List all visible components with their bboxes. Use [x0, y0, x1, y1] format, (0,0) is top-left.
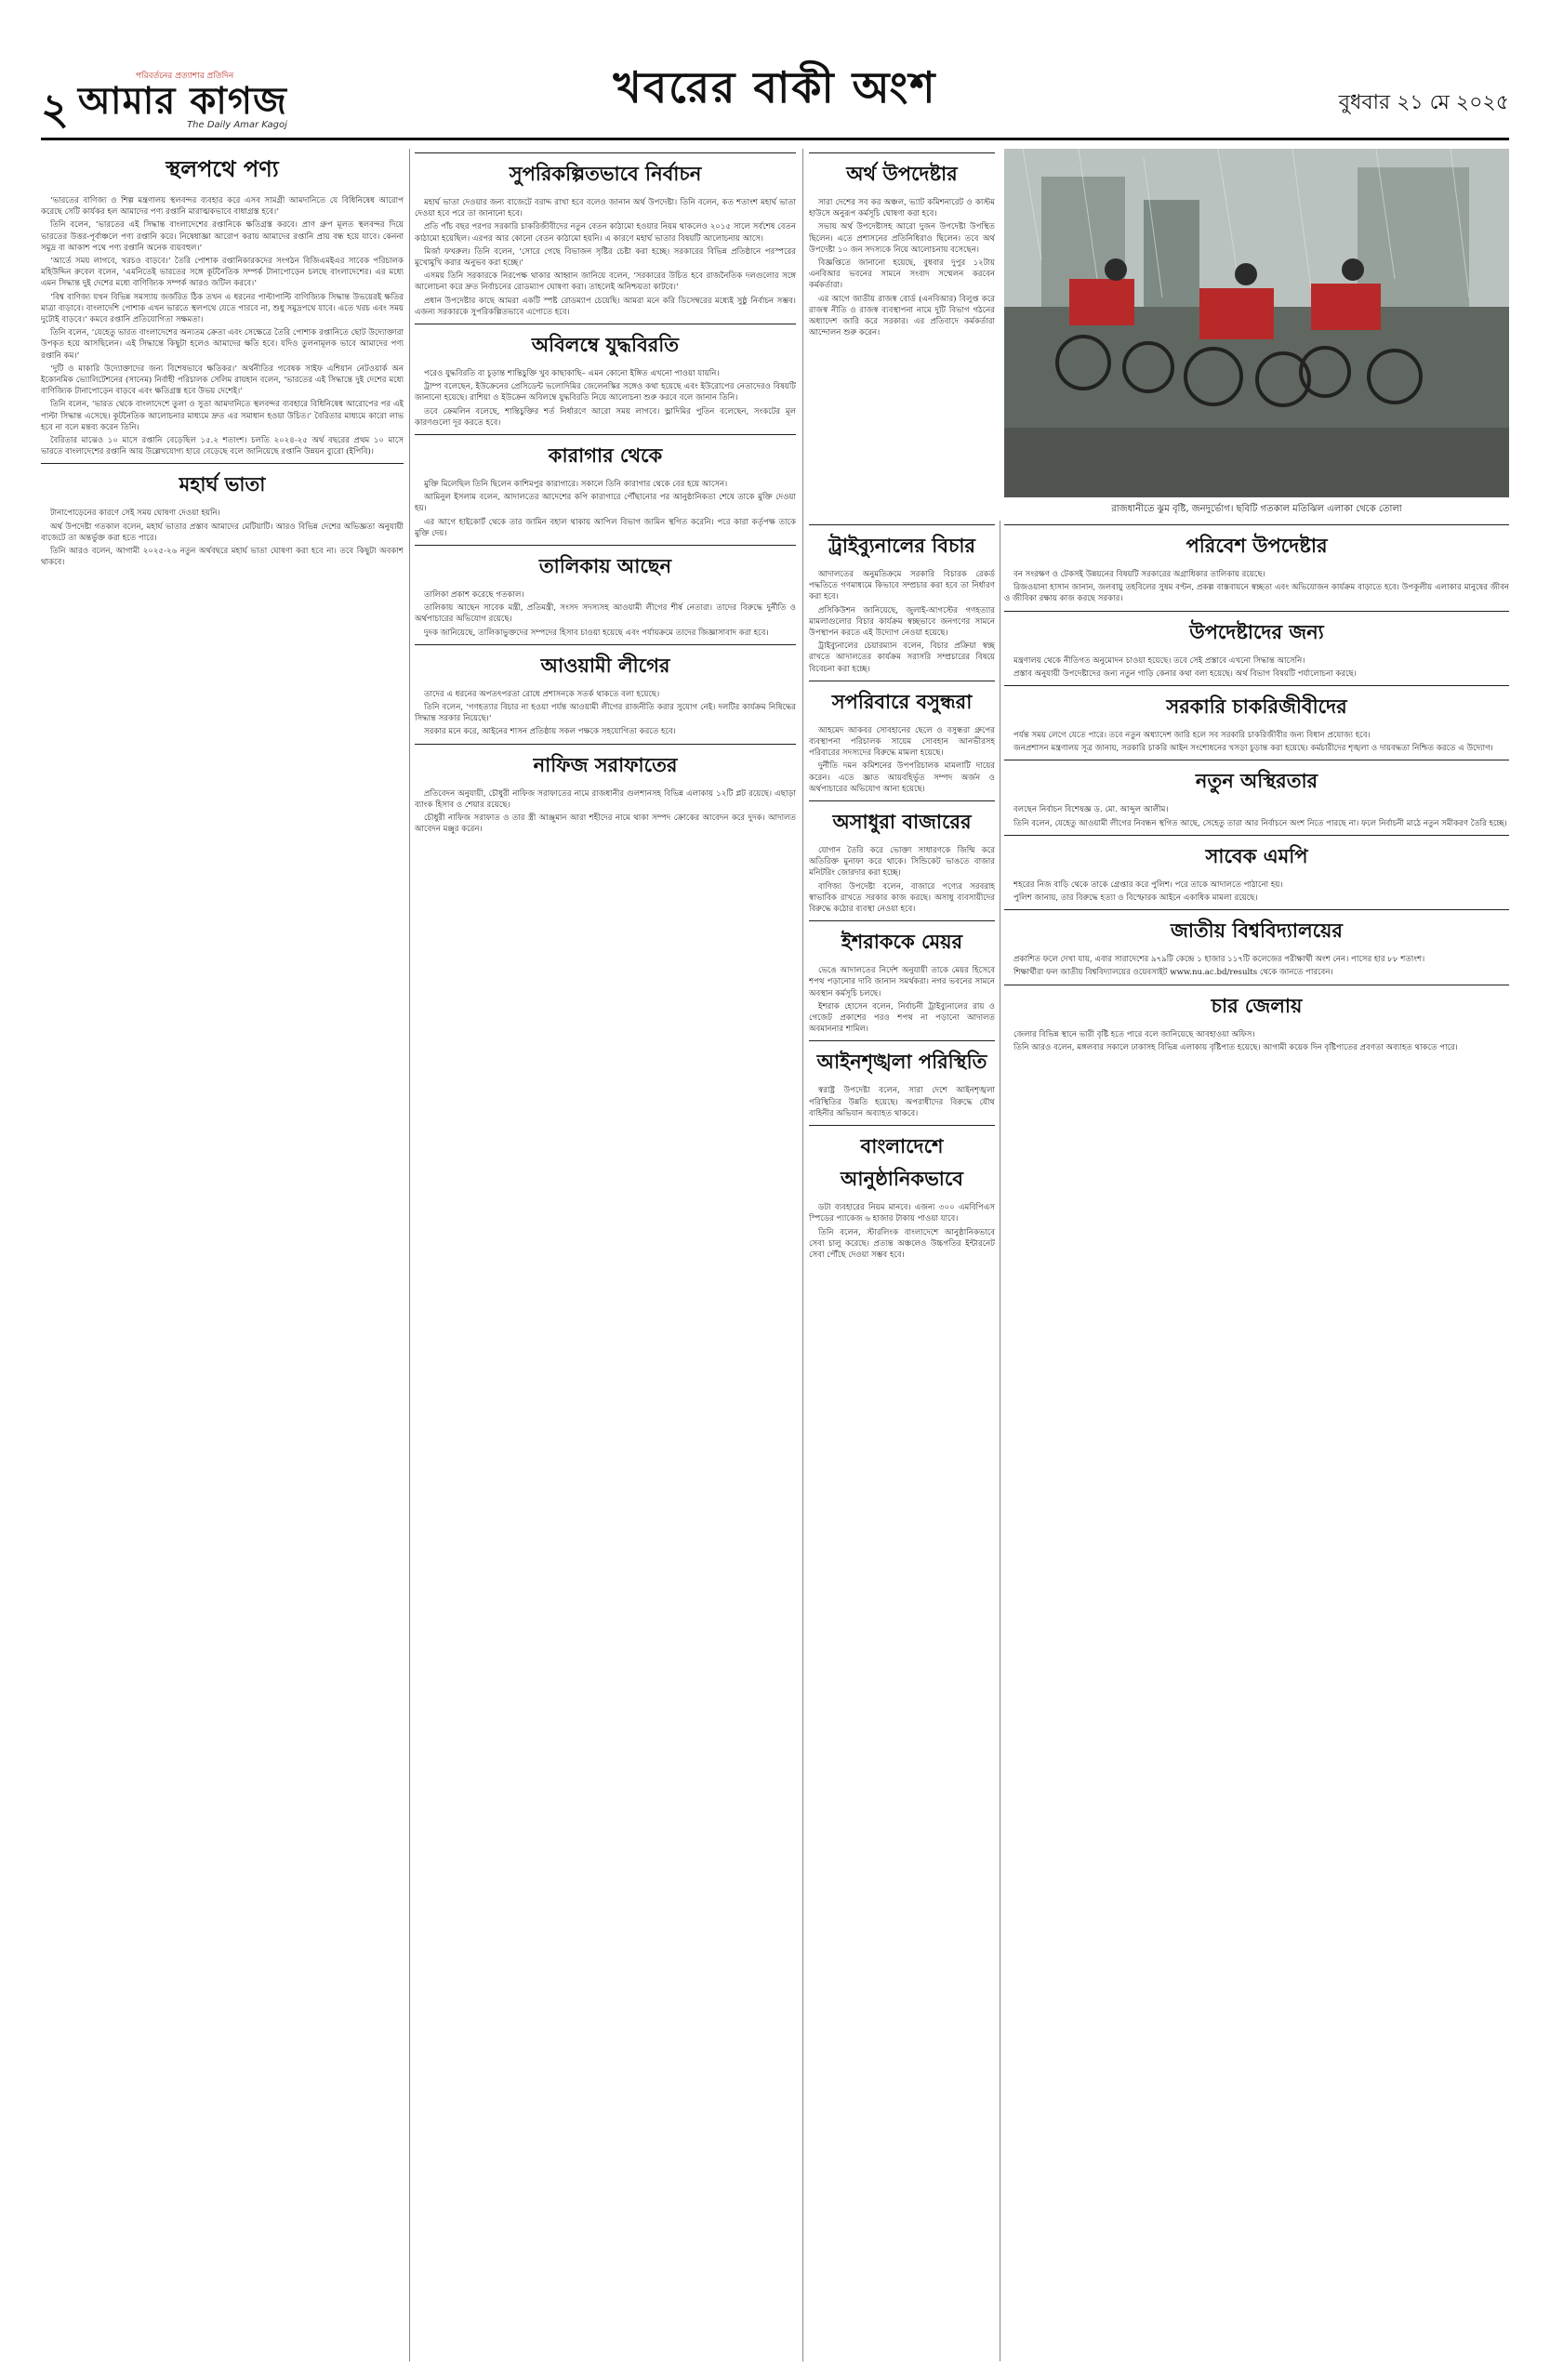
story-paragraph: মন্ত্রণালয় থেকে নীতিগত অনুমোদন চাওয়া হয়েছে। তবে সেই প্রস্তাবে এখনো সিদ্ধান্ত আসেনি। — [1013, 655, 1305, 666]
story-headline: অর্থ উপদেষ্টার — [809, 152, 995, 192]
story-body — [415, 368, 796, 429]
story-body — [415, 197, 796, 318]
story-paragraph: বৈরিতার মাঝেও ১০ মাসে রপ্তানি বেড়েছিল ১৫.২ শতাংশ। চলতি ২০২৪-২৫ অর্থ বছরের প্রথম ১০ মাসে ভারতে বাংলাদেশের রপ্তানি আয় উল্লেখযোগ্য হারে বেড়েছে বলে জানিয়েছে রপ্তানি উন্নয়ন ব্যুরো (ইপিবি)। — [41, 436, 404, 457]
story-body — [809, 965, 995, 1035]
story-body — [809, 845, 995, 915]
photo-caption: রাজধানীতে ঝুম বৃষ্টি, জনদুর্ভোগ। ছবিটি গতকাল মতিঝিল এলাকা থেকে তোলা — [1111, 504, 1402, 514]
story-paragraph: চৌধুরী নাফিজ সরাফাত ও তার স্ত্রী আঞ্জুমান আরা শহীদের নামে থাকা সম্পদ ক্রোকের আবেদন করে দুদক। আদালত আবেদন মঞ্জুর করেন। — [415, 813, 796, 835]
story-headline: কারাগার থেকে — [415, 434, 796, 473]
story-body — [809, 1085, 995, 1119]
issue-date: বুধবার ২১ মে ২০২৫ — [1338, 91, 1509, 114]
column-2 — [415, 149, 796, 2361]
story-paragraph: অর্থ উপদেষ্টা গতকাল বলেন, মহার্ঘ ভাতার প্রস্তাব আমাদের মেটিয়াটি। আরও বিভিন্ন দেশের অভিজ্ঞতা অনুযায়ী বাজেটে তা অন্তর্ভুক্ত করা হতে পারে। — [41, 522, 404, 543]
story-paragraph: রিজওয়ানা হাসান জানান, জলবায়ু তহবিলের সুষম বণ্টন, প্রকল্প বাস্তবায়নে স্বচ্ছতা এবং অভিযোজন কার্যক্রম বাড়াতে হবে। উপকূলীয় এলাকার মানুষের জীবন ও জীবিকা রক্ষায় কাজ করছে সরকার। — [1004, 583, 1509, 604]
story-body — [809, 197, 995, 338]
story-paragraph: প্রতিবেদন অনুযায়ী, চৌধুরী নাফিজ সরাফাতের নামে রাজধানীর গুলশানসহ বিভিন্ন এলাকায় ১২টি প্লট রয়েছে। এছাড়া ব্যাংক হিসাব ও শেয়ার রয়েছে। — [415, 788, 796, 810]
story-headline: সপরিবারে বসুন্ধরা — [809, 681, 995, 720]
story-body — [1004, 569, 1509, 605]
story-body — [1004, 954, 1509, 978]
story-paragraph: জনপ্রশাসন মন্ত্রণালয় সূত্র জানায়, সরকারি চাকরি আইন সংশোধনের খসড়া চূড়ান্ত করা হয়েছে। কর্মচারীদের শৃঙ্খলা ও দায়বদ্ধতা নিশ্চিত করতে এ উদ্যোগ। — [1013, 744, 1493, 754]
story-headline: চার জেলায় — [1004, 985, 1509, 1024]
story — [1004, 685, 1509, 754]
story-paragraph: ‘ভারতের বাণিজ্য ও শিল্প মন্ত্রণালয় স্থলবন্দর ব্যবহার করে এসব সামগ্রী আমদানিতে যে বিধিনিষেধ আরোপ করেছে সেটি কার্যকর হল আমাদের পণ্য রপ্তানি মারাত্মকভাবে বাধাগ্রস্ত হবে।’ — [41, 196, 404, 218]
story-headline: সরকারি চাকরিজীবীদের — [1004, 685, 1509, 724]
story-paragraph: ট্রাইব্যুনালের চেয়ারম্যান বলেন, বিচার প্রক্রিয়া স্বচ্ছ রাখতে আদালতের কার্যক্রম সরাসরি সম্প্রচারের বিষয়ে বিবেচনা করা হচ্ছে। — [809, 641, 995, 674]
story-paragraph: ভেঙে আদালতের নির্দেশ অনুযায়ী তাকে মেয়র হিসেবে শপথ পড়ানোর দাবি জানান সমর্থকরা। নগর ভবনের সামনে অবস্থান কর্মসূচি চলছে। — [809, 966, 995, 998]
story-paragraph: এর আগে জাতীয় রাজস্ব বোর্ড (এনবিআর) বিলুপ্ত করে রাজস্ব নীতি ও রাজস্ব ব্যবস্থাপনা নামে দুটি বিভাগ গঠনের অধ্যাদেশ জারি করে সরকার। এর প্রতিবাদে কর্মকর্তারা আন্দোলন শুরু করেন। — [809, 294, 995, 338]
story-paragraph: তাদের এ ধরনের অপতৎপরতা রোধে প্রশাসনকে সতর্ক থাকতে বলা হয়েছে। — [424, 689, 660, 699]
story-paragraph: তিনি বলেন, যেহেতু আওয়ামী লীগের নিবন্ধন স্থগিত আছে, সেহেতু তারা আর নির্বাচনে অংশ নিতে পারছে না। ফলে নির্বাচনী মাঠে নতুন সমীকরণ তৈরি হচ্ছে। — [1013, 818, 1507, 828]
story — [1004, 835, 1509, 904]
story-paragraph: প্রধান উপদেষ্টার কাছে আমরা একটি স্পষ্ট রোডম্যাপ চেয়েছি। আমরা মনে করি ডিসেম্বরের মধ্যেই সুষ্ঠু নির্বাচন সম্ভব। এজন্য সরকারকে সুপরিকল্পিতভাবে এগোতে হবে। — [415, 296, 796, 317]
story — [809, 800, 995, 915]
story — [809, 681, 995, 795]
story-headline: অবিলম্বে যুদ্ধবিরতি — [415, 324, 796, 363]
story-paragraph: পুলিশ জানায়, তার বিরুদ্ধে হত্যা ও বিস্ফোরক আইনে একাধিক মামলা রয়েছে। — [1013, 893, 1258, 904]
story-body — [809, 725, 995, 795]
story — [1004, 985, 1509, 1053]
story-paragraph: তিনি আরও বলেন, আগামী ২০২৫-২৬ নতুন অর্থবছরে মহার্ঘ ভাতা ঘোষণা করা হবে না। তবে কিছুটা অবকাশ থাকবে। — [41, 547, 404, 568]
section-title: খবরের বাকী অংশ — [613, 62, 937, 112]
masthead — [41, 58, 1509, 140]
story-paragraph: এসময় তিনি সরকারকে নিরপেক্ষ থাকার আহ্বান জানিয়ে বলেন, ‘সরকারের উচিত হবে রাজনৈতিক দলগুলোর সঙ্গে আলোচনা করে দ্রুত নির্বাচনের রোডম্যাপ ঘোষণা করা। তাহলেই অনিশ্চয়তা কাটবে।’ — [415, 271, 796, 293]
story-body — [1004, 1029, 1509, 1053]
story-paragraph: জেলার বিভিন্ন স্থানে ভারী বৃষ্টি হতে পারে বলে জানিয়েছে আবহাওয়া অফিস। — [1013, 1029, 1255, 1039]
story-headline: আইনশৃঙ্খলা পরিস্থিতি — [809, 1040, 995, 1079]
story-paragraph: তিনি আরও বলেন, মঙ্গলবার সকালে ঢাকাসহ বিভিন্ন এলাকায় বৃষ্টিপাত হয়েছে। আগামী কয়েক দিন বৃষ্টিপাতের প্রবণতা অব্যাহত থাকতে পারে। — [1013, 1042, 1458, 1052]
story-headline: তালিকায় আছেন — [415, 545, 796, 584]
story-paragraph: ‘বিশ্ব বাণিজ্য যখন বিভিন্ন সমস্যায় জর্জরিত ঠিক তখন এ ধরনের পাল্টাপাল্টি বাণিজ্যিক সিদ্ধান্ত উভয়েরই ক্ষতির মাত্রা বাড়াবে। বাংলাদেশি পোশাক এখন ভারতে স্থলপথে যেতে পারবে না, শুধু সমুদ্রপথে যাবে। এতে খরচ এবং সময় দুটোই বাড়বে।’ কমবে রপ্তানি প্রতিযোগিতা সক্ষমতা। — [41, 292, 404, 325]
story — [809, 152, 995, 338]
story-body — [415, 689, 796, 738]
story-headline: মহার্ঘ ভাতা — [41, 463, 404, 502]
story-paragraph: প্রস্তাব অনুযায়ী উপদেষ্টাদের জন্য নতুন গাড়ি কেনার কথা বলা হয়েছে। অর্থ বিভাগ বিষয়টি পর্যালোচনা করছে। — [1013, 668, 1357, 679]
story-paragraph: প্রকাশিত ফলে দেখা যায়, এবার সারাদেশের ৯৭৯টি কেন্দ্রে ১ হাজার ১১৭টি কলেজের পরীক্ষার্থী অংশ নেন। পাসের হার ৮৮ শতাংশ। — [1013, 955, 1425, 965]
story-paragraph: ইশরাক হোসেন বলেন, নির্বাচনী ট্রাইব্যুনালের রায় ও গেজেট প্রকাশের পরও শপথ না পড়ানো আদালত অবমাননার শামিল। — [809, 1001, 995, 1035]
story — [415, 324, 796, 429]
story-paragraph: ‘আর্তে সময় লাগবে, খরচও বাড়বে।’ তৈরি পোশাক রপ্তানিকারকদের সংগঠন বিজিএমইএর সাবেক পরিচালক মহিউদ্দিন রুবেল বলেন, ‘এমনিতেই ভারতের সঙ্গে কূটনৈতিক সম্পর্ক টানাপোড়েন চলছে বাংলাদেশের। এর মধ্যে এমন সিদ্ধান্ত দুই দেশের মধ্যে বাণিজ্যিক সম্পর্ক আরও জটিল করবে।’ — [41, 257, 404, 289]
logo — [78, 69, 287, 130]
story-paragraph: তবে ক্রেমলিন বলেছে, শান্তিচুক্তির শর্ত নির্ধারণে আরো সময় লাগবে। ভ্লাদিমির পুতিন বলেছেন, সংকটের মূল কারণগুলো দূর করতে হবে। — [415, 406, 796, 428]
story-paragraph: শহরের নিজ বাড়ি থেকে তাকে গ্রেপ্তার করে পুলিশ। পরে তাকে আদালতে পাঠানো হয়। — [1013, 879, 1283, 890]
story-paragraph: সভায় অর্থ উপদেষ্টাসহ আরো দুজন উপদেষ্টা উপস্থিত ছিলেন। এতে প্রশাসনের প্রতিনিধিরাও ছিলেন। তবে অর্থ উপদেষ্টা ১০ জন সদস্যকে নিয়ে আলোচনায় বসেছেন। — [809, 222, 995, 255]
story — [809, 1125, 995, 1261]
story — [415, 744, 796, 836]
logo-subtitle: The Daily Amar Kagoj — [187, 120, 287, 130]
story-paragraph: প্রসিকিউশন জানিয়েছে, জুলাই-আগস্টের গণহত্যার মামলাগুলোর বিচার কার্যক্রম স্বচ্ছভাবে জনগণের সামনে উপস্থাপন করতে এই উদ্যোগ নেওয়া হয়েছে। — [809, 605, 995, 639]
story-paragraph: পরেও যুদ্ধবিরতি বা চূড়ান্ত শান্তিচুক্তি খুব কাছাকাছি– এমন কোনো ইঙ্গিত এখনো পাওয়া যায়নি। — [424, 369, 720, 379]
story-paragraph: শিক্ষার্থীরা ফল জাতীয় বিশ্ববিদ্যালয়ের ওয়েবসাইট www.nu.ac.bd/results থেকে জানতে পারবেন। — [1013, 968, 1333, 978]
story-paragraph: আমিনুল ইসলাম বলেন, আদালতের আদেশের কপি কারাগারে পৌঁছানোর পর আনুষ্ঠানিকতা শেষে তাকে মুক্তি দেওয়া হয়। — [415, 493, 796, 514]
story-paragraph: তিনি বলেন, ‘ভারতের এই সিদ্ধান্ত বাংলাদেশের রপ্তানিকে ক্ষতিগ্রস্ত করবে। প্রাণ গ্রুপ মূলত স্থলবন্দর দিয়ে ভারতের উত্তর-পূর্বাঞ্চলে পণ্য রপ্তানি করে। নিষেধাজ্ঞা আরোপ করায় আমাদের রপ্তানি প্রায় বন্ধ হয়ে যাবে। কেননা সমুদ্র বা আকাশ পথে পণ্য রপ্তানি অনেক ব্যয়বহুল।’ — [41, 220, 404, 253]
story-paragraph: ট্রাম্প বলেছেন, ইউক্রেনের প্রেসিডেন্ট ভলোদিমির জেলেনস্কির সঙ্গেও কথা হয়েছে এবং ইউরোপের নেতাদেরও বিষয়টি জানানো হয়েছে। রাশিয়া ও ইউক্রেন অবিলম্বে যুদ্ধবিরতি নিয়ে আলোচনা শুরু করবে বলে জানান তিনি। — [415, 382, 796, 403]
story — [1004, 909, 1509, 978]
story — [1004, 760, 1509, 828]
story-paragraph: তিনি বলেন, ‘ভারত থেকে বাংলাদেশে তুলা ও সুতা আমদানিতে স্থলবন্দর ব্যবহারে বিধিনিষেধ আরোপের পর এই পাল্টা সিদ্ধান্ত এসেছে। কূটনৈতিক আলোচনার মাধ্যমে দ্রুত এর সমাধান হওয়া উচিত।’ বৈরিতার মাধ্যমে কারো লাভ হবে না বলে মন্তব্য করেন তিনি। — [41, 400, 404, 432]
story — [809, 1040, 995, 1119]
story-paragraph: বন সংরক্ষণ ও টেকসই উন্নয়নের বিষয়টি সরকারের অগ্রাধিকার তালিকায় রয়েছে। — [1013, 570, 1265, 579]
column-4 — [1004, 521, 1509, 2361]
masthead-left — [41, 69, 431, 138]
story-paragraph: এর আগে হাইকোর্ট থেকে তার জামিন বহাল থাকায় আপিল বিভাগ জামিন স্থগিত করেনি। পরে কারা কর্তৃপক্ষ তাকে মুক্তি দেয়। — [415, 517, 796, 538]
story-paragraph: ডটা ব্যবহারের নিয়ম মানবে। এজন্য ৩০০ এমবিপিএস স্পিডের প্যাকেজ ৬ হাজার টাকায় পাওয়া যাবে। — [809, 1203, 995, 1224]
story-paragraph: দুদক জানিয়েছে, তালিকাভুক্তদের সম্পদের হিসাব চাওয়া হয়েছে এবং পর্যায়ক্রমে তাদের জিজ্ঞাসাবাদ করা হবে। — [424, 628, 769, 638]
story-paragraph: বলছেন নির্বাচন বিশেষজ্ঞ ড. মো. আব্দুল আলীম। — [1013, 805, 1169, 815]
story-headline: আওয়ামী লীগের — [415, 644, 796, 683]
story-body — [809, 1202, 995, 1261]
story — [415, 434, 796, 539]
story-paragraph: প্রতি পাঁচ বছর পরপর সরকারি চাকরিজীবীদের নতুন বেতন কাঠামো হওয়ার নিয়ম থাকলেও ২০১৫ সালে সর্বশেষ বেতন কাঠামো হয়েছিল। এরপর আর কোনো বেতন কাঠামো হয়নি। এ কারণে মহার্ঘ ভাতার বিষয়টি আলোচনায় আসে। — [415, 222, 796, 244]
story-headline: অসাধুরা বাজারের — [809, 800, 995, 840]
story-headline: জাতীয় বিশ্ববিদ্যালয়ের — [1004, 909, 1509, 948]
story-paragraph: দুর্নীতি দমন কমিশনের উপপরিচালক মামলাটি দায়ের করেন। এতে জ্ঞাত আয়বহির্ভূত সম্পদ অর্জন ও অর্থপাচারের অভিযোগ আনা হয়েছে। — [809, 761, 995, 794]
story-headline: স্থলপথে পণ্য — [166, 155, 279, 182]
story-paragraph: তিনি বলেন, ‘যেহেতু ভারত বাংলাদেশের অন্যতম ক্রেতা এবং সেক্ষেত্রে তৈরি পোশাক রপ্তানিতে ছোট উদ্যোক্তারা উপকৃত হয়ে আসছিলেন। এই সিদ্ধান্তে কিছুটা হলেও আমাদের ক্ষতি হবে। যদিও তুলনামূলক ভাবে আমাদের পণ্য রপ্তানি কম।’ — [41, 328, 404, 361]
column-1 — [41, 149, 404, 2361]
story — [415, 644, 796, 738]
story-paragraph: আহমেদ আকবর সোবহানের ছেলে ও বসুন্ধরা গ্রুপের ব্যবস্থাপনা পরিচালক সায়েম সোবহান আনভীরসহ পরিবারের সদস্যদের বিরুদ্ধে মামলা হয়েছে। — [809, 725, 995, 759]
story-body — [1004, 804, 1509, 828]
column-3-lower — [809, 521, 995, 2361]
story-paragraph: ‘দুটি ও মাকারি উদ্যোক্তাদের জন্য বিশেষভাবে ক্ষতিকর।’ অর্থনীতির গবেষক সাইফ এশিয়ান নেটওয়ার্ক অন ইকোনমিক ভ্যোলিটেশনের (সানেম) নির্বাহী পরিচালক সেলিম রায়হান বলেন, ‘ভারতের এই সিদ্ধান্তে দুই দেশের মধ্যে বাণিজ্যিক টানাপোড়েন বাড়বে এবং ক্ষতিগ্রস্ত হবে উভয় দেশেই।’ — [41, 364, 404, 397]
news-photo — [1004, 149, 1509, 497]
story-paragraph: সরকার মনে করে, আইনের শাসন প্রতিষ্ঠায় সকল পক্ষকে সহযোগিতা করতে হবে। — [424, 727, 676, 737]
story — [41, 463, 404, 568]
story-body — [41, 195, 404, 457]
story-headline: নাফিজ সরাফাতের — [415, 744, 796, 783]
story — [1004, 524, 1509, 605]
story-body — [809, 569, 995, 675]
story-headline: পরিবেশ উপদেষ্টার — [1004, 524, 1509, 563]
story-body — [1004, 879, 1509, 904]
column-3 — [809, 149, 995, 521]
story-headline: বাংলাদেশে আনুষ্ঠানিকভাবে — [809, 1125, 995, 1197]
story-body — [415, 479, 796, 539]
story-headline: নতুন অস্থিরতার — [1004, 760, 1509, 799]
logo-text: আমার কাগজ — [77, 80, 287, 123]
story — [41, 152, 404, 457]
rickshaw-rain-image — [1004, 149, 1509, 497]
story-headline: উপদেষ্টাদের জন্য — [1004, 611, 1509, 650]
story-paragraph: বিজ্ঞপ্তিতে জানানো হয়েছে, বুধবার দুপুর ১২টায় এনবিআর ভবনের সামনে সংবাদ সম্মেলন করবেন কর্মকর্তারা। — [809, 258, 995, 291]
story — [809, 920, 995, 1035]
story-paragraph: তালিকা প্রকাশ করেছে গতকাল। — [424, 590, 524, 601]
story-headline: সুপরিকল্পিতভাবে নির্বাচন — [415, 152, 796, 192]
story — [809, 524, 995, 675]
story-paragraph: তিনি বলেন, ‘গণহত্যার বিচার না হওয়া পর্যন্ত আওয়ামী লীগের রাজনীতি করার সুযোগ নেই। দলটির কার্যক্রম নিষিদ্ধের সিদ্ধান্ত সরকার নিয়েছে।’ — [415, 703, 796, 724]
story-paragraph: বাণিজ্য উপদেষ্টা বলেন, বাজারে পণ্যের সরবরাহ স্বাভাবিক রাখতে সরকার কাজ করছে। অসাধু ব্যবসায়ীদের বিরুদ্ধে কঠোর ব্যবস্থা নেওয়া হবে। — [809, 881, 995, 915]
story-paragraph: মুক্তি মিলেছিল তিনি ছিলেন কাশিমপুর কারাগারে। সকালে তিনি কারাগার থেকে বের হয়ে আসেন। — [424, 480, 728, 490]
story-paragraph: তালিকায় আছেন সাবেক মন্ত্রী, প্রতিমন্ত্রী, সংসদ সদস্যসহ আওয়ামী লীগের শীর্ষ নেতারা। তাদের বিরুদ্ধে দুর্নীতি ও অর্থপাচারের অভিযোগ রয়েছে। — [415, 603, 796, 625]
story-paragraph: তিনি বলেন, স্টারলিংক বাংলাদেশে আনুষ্ঠানিকভাবে সেবা চালু করেছে। প্রত্যন্ত অঞ্চলেও উচ্চগতির ইন্টারনেট সেবা পৌঁছে দেওয়া সম্ভব হবে। — [809, 1227, 995, 1260]
story-body — [1004, 730, 1509, 754]
story — [415, 152, 796, 318]
story-paragraph: পর্যন্ত সময় লেগে যেতে পারে। তবে নতুন অধ্যাদেশ জারি হলে সব সরকারি চাকরিজীবীর জন্য বিধান প্রযোজ্য হবে। — [1013, 731, 1371, 741]
story-paragraph: আদালতের অনুমতিক্রমে সরকারি বিচারক রেকর্ড পদ্ধতিতে গণমাধ্যমে কিভাবে সম্প্রচার করা হবে তা নির্ধারণ করা হবে। — [809, 570, 995, 602]
story-paragraph: টানাপোড়েনের কারণে সেই সময় ঘোষণা দেওয়া হয়নি। — [50, 509, 220, 519]
story-paragraph: মহার্ঘ ভাতা দেওয়ার জন্য বাজেটে বরাদ্দ রাখা হবে বলেও জানান অর্থ উপদেষ্টা। তিনি বলেন, কত শতাংশ মহার্ঘ ভাতা দেওয়া হবে পরে তা জানানো হবে। — [415, 198, 796, 219]
story-body — [1004, 655, 1509, 680]
story-headline: ট্রাইব্যুনালের বিচার — [809, 524, 995, 563]
story-headline: ইশরাককে মেয়র — [809, 920, 995, 959]
story-paragraph: মির্জা ফখরুল। তিনি বলেন, ‘সোরে গেছে বিভাজন সৃষ্টির চেষ্টা করা হচ্ছে। সরকারের বিভিন্ন প্রতিষ্ঠানে পরস্পরের মুখোমুখি করার অনুভব করা হচ্ছে।’ — [415, 246, 796, 269]
story-headline: সাবেক এমপি — [1004, 835, 1509, 874]
story-body — [41, 508, 404, 568]
logo-tagline: পরিবর্তনের প্রত্যাশার প্রতিদিন — [135, 72, 234, 81]
content-area — [41, 149, 1509, 2361]
story-paragraph: যোগান তৈরি করে ভোক্তা সাধারণকে জিম্মি করে অতিরিক্ত মুনাফা করে থাকে। সিন্ডিকেট ভাঙতে বাজার মনিটরিং জোরদার করা হচ্ছে। — [809, 846, 995, 879]
story — [1004, 611, 1509, 680]
story-body — [415, 788, 796, 836]
story-paragraph: স্বরাষ্ট্র উপদেষ্টা বলেন, সারা দেশে আইনশৃঙ্খলা পরিস্থিতির উন্নতি হয়েছে। অপরাধীদের বিরুদ্ধে যৌথ বাহিনীর অভিযান অব্যাহত থাকবে। — [809, 1086, 995, 1118]
story-paragraph: সারা দেশের সব কর অঞ্চল, ভ্যাট কমিশনারেট ও কাস্টম হাউসে অনুরূপ কর্মসূচি ঘোষণা করা হবে। — [809, 198, 995, 219]
story-body — [415, 589, 796, 639]
page-number: ২ — [41, 84, 69, 134]
story — [415, 545, 796, 639]
